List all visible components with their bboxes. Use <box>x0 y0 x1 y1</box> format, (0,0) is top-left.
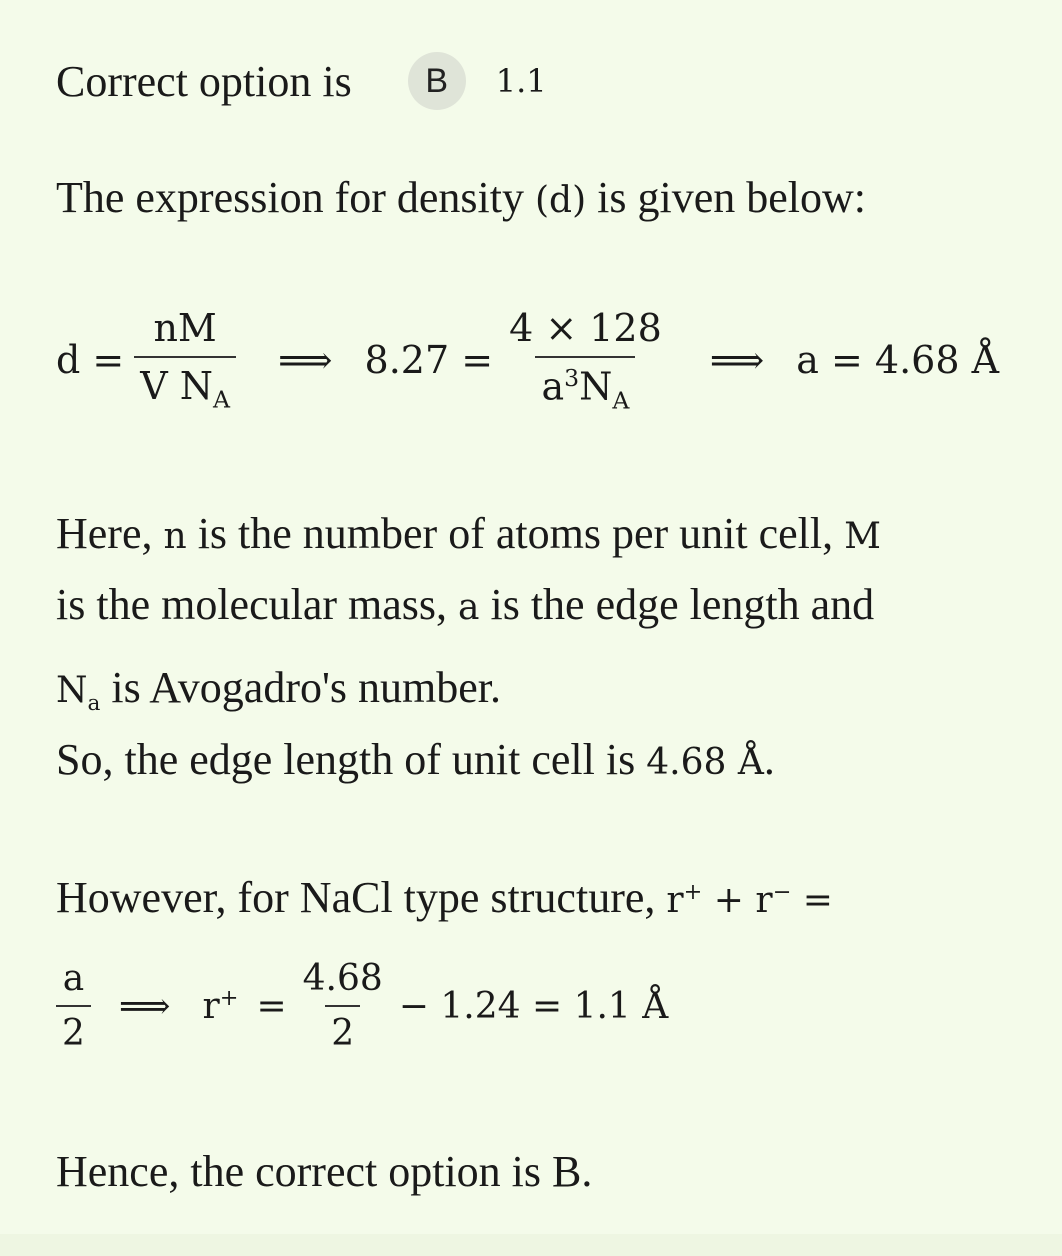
edge-length-text: So, the edge length of unit cell is <box>56 735 647 784</box>
r-minus-r: r <box>755 880 773 921</box>
eq2-f2-denominator: 2 <box>325 1005 360 1054</box>
eq1-f2-denominator <box>535 356 635 414</box>
option-badge: B <box>408 52 466 110</box>
implies-arrow: ⟹ <box>118 985 171 1027</box>
r-plus-sup: + <box>683 879 703 905</box>
var-a: a <box>458 587 480 628</box>
var-na-sub: a <box>87 691 101 717</box>
answer-header <box>56 52 547 110</box>
p1-s2: is the number of atoms per unit cell, <box>186 509 845 558</box>
eq1-f2-den-n: N <box>579 364 613 409</box>
eq1-fraction-1 <box>134 306 236 414</box>
eq1-f1-numerator: nM <box>153 306 217 351</box>
var-na-main: N <box>56 670 88 711</box>
p1-s1: Here, <box>56 509 164 558</box>
answer-label: Correct option is <box>56 56 352 106</box>
eq1-f1-den-sub: A <box>213 385 231 414</box>
var-na <box>56 670 101 717</box>
eq2-r: r <box>202 986 220 1027</box>
ion-radius-sum <box>666 880 833 921</box>
implies-arrow: ⟹ <box>709 338 765 383</box>
var-n: n <box>163 516 187 557</box>
avogadro-text: is Avogadro's number. <box>100 663 502 712</box>
option-value: 1.1 <box>495 62 547 100</box>
eq1-f2-den-sup: 3 <box>564 364 580 392</box>
variables-explanation <box>56 500 1006 642</box>
eq2-f1-numerator: a <box>62 958 85 999</box>
eq2-r-sup: + <box>219 985 239 1011</box>
avogadro-line <box>56 662 1006 716</box>
sum-eq: = <box>791 880 833 921</box>
eq1-rhs: a = 4.68 Å <box>796 338 1000 383</box>
r-plus <box>203 985 239 1027</box>
eq2-equals: = <box>256 985 287 1027</box>
eq1-f2-den-sub: A <box>612 386 630 415</box>
eq1-fraction-2 <box>503 306 668 414</box>
edge-length-line <box>56 734 1006 785</box>
eq1-f2-numerator: 4 × 128 <box>509 306 662 350</box>
intro-text <box>56 172 866 223</box>
edge-length-value: 4.68 Å <box>646 742 764 783</box>
conclusion-text: Hence, the correct option is B. <box>56 1147 593 1196</box>
sum-plus: + <box>702 880 756 921</box>
eq1-f1-denominator <box>134 356 236 414</box>
eq2-rhs: − 1.24 = 1.1 Å <box>398 985 669 1027</box>
eq1-lhs: d = <box>56 338 125 383</box>
eq2-fraction-2 <box>297 958 389 1054</box>
r-minus-sup: − <box>772 879 792 905</box>
intro-post: is given below: <box>586 173 866 222</box>
p1-s4: is the edge length and <box>479 580 875 629</box>
nacl-text: However, for NaCl type structure, <box>56 873 667 922</box>
p1-s3: is the molecular mass, <box>56 580 459 629</box>
edge-length-end: . <box>763 735 775 784</box>
bottom-strip <box>0 1234 1062 1256</box>
eq1-f1-den-main: V N <box>140 364 214 409</box>
implies-arrow: ⟹ <box>278 338 333 383</box>
intro-pre: The expression for density <box>56 173 535 222</box>
eq2-fraction-1 <box>56 958 91 1054</box>
density-var: (d) <box>535 180 587 221</box>
nacl-line <box>56 872 1006 923</box>
eq1-mid: 8.27 = <box>364 338 494 383</box>
eq2-f2-numerator: 4.68 <box>302 958 383 999</box>
eq2-f1-denominator: 2 <box>56 1005 91 1054</box>
var-m: M <box>844 516 881 557</box>
cation-radius-equation <box>56 958 668 1054</box>
eq1-f2-den-a: a <box>541 364 565 409</box>
r-plus-r: r <box>666 880 684 921</box>
density-equation <box>56 306 999 414</box>
